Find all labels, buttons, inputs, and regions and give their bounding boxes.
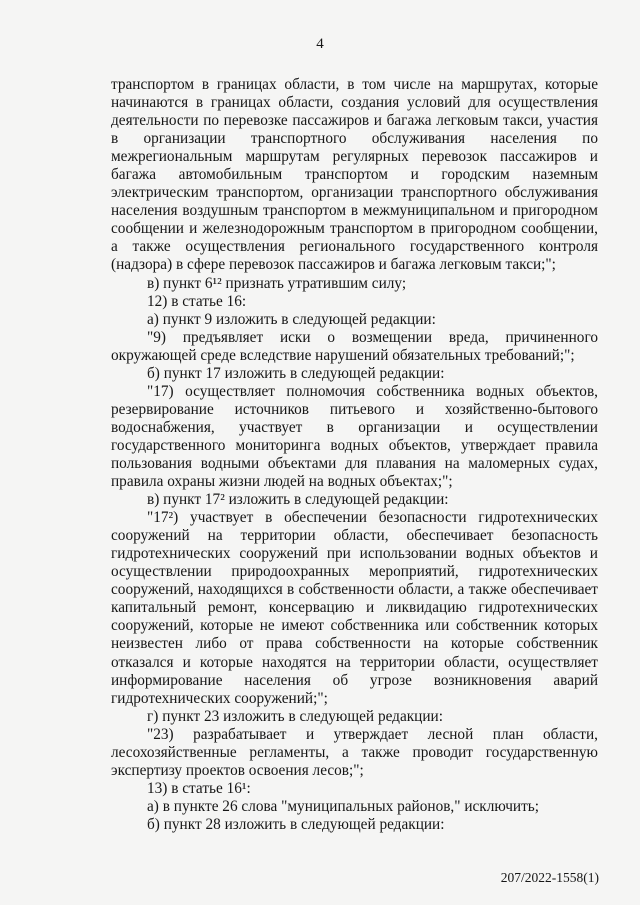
document-registration-number: 207/2022-1558(1) <box>500 870 599 885</box>
paragraph-article-16-heading: 12) в статье 16: <box>147 292 247 310</box>
paragraph-item-v-point-17-2: в) пункт 17² изложить в следующей редакции: <box>147 491 449 509</box>
paragraph-item-a-point-26: а) в пункте 26 слова "муниципальных районов," исключить; <box>147 797 540 815</box>
paragraph-point-17-2-text: "17²) участвует в обеспечении безопасности гидротехнических сооружений на территории области, обеспечивает безопасность гидротехнических сооружений при использовании водных объектов и осуществлении природоохранных мероприятий, гидротехнических сооружений, находящихся в собственности области, а также обеспечивает капитальный ремонт, консервацию и ликвидацию гидротехнических сооружений, которые не имеют собственника или собственник которых неизвестен либо от права собственности на которые собственник отказался и которые находятся на территории области, осуществляет информирование населения об угрозе возникновения аварий гидротехнических сооружений;"; <box>111 509 598 707</box>
page-number: 4 <box>316 36 324 52</box>
paragraph-point-23-text: "23) разрабатывает и утверждает лесной план области, лесохозяйственные регламенты, а также проводит государственную экспертизу проектов освоения лесов;"; <box>111 725 598 779</box>
paragraph-item-a-point-9: а) пункт 9 изложить в следующей редакции: <box>147 310 436 328</box>
paragraph-transport-continuation: транспортом в границах области, в том числе на маршрутах, которые начинаются в границах области, создания условий для осуществления деятельности по перевозке пассажиров и багажа легковым такси, участия в организации транспортного обслуживания населения по межрегиональным маршрутам регулярных перевозок пассажиров и багажа автомобильным транспортом и городским наземным электрическим транспортом, организации транспортного обслуживания населения воздушным транспортом в межмуниципальном и пригородном сообщении и железнодорожным транспортом в пригородном сообщении, а также осуществления регионального государственного контроля (надзора) в сфере перевозок пассажиров и багажа легковым такси;"; <box>111 76 598 274</box>
paragraph-point-17-text: "17) осуществляет полномочия собственника водных объектов, резервирование источников питьевого и хозяйственно-бытового водоснабжения, участвует в организации и осуществлении государственного мониторинга водных объектов, утверждает правила пользования водными объектами для плавания на маломерных судах, правила охраны жизни людей на водных объектах;"; <box>111 382 598 491</box>
paragraph-item-g-point-23: г) пункт 23 изложить в следующей редакции: <box>147 707 443 725</box>
document-body <box>111 76 598 834</box>
paragraph-item-b-point-17: б) пункт 17 изложить в следующей редакции: <box>147 364 445 382</box>
paragraph-item-v-6-12: в) пункт 6¹² признать утратившим силу; <box>147 274 407 292</box>
paragraph-item-b-point-28: б) пункт 28 изложить в следующей редакции: <box>147 815 445 833</box>
paragraph-article-16-1-heading: 13) в статье 16¹: <box>147 779 251 797</box>
paragraph-point-9-text: "9) предъявляет иски о возмещении вреда, причиненного окружающей среде вследствие нарушений обязательных требований;"; <box>111 328 598 364</box>
